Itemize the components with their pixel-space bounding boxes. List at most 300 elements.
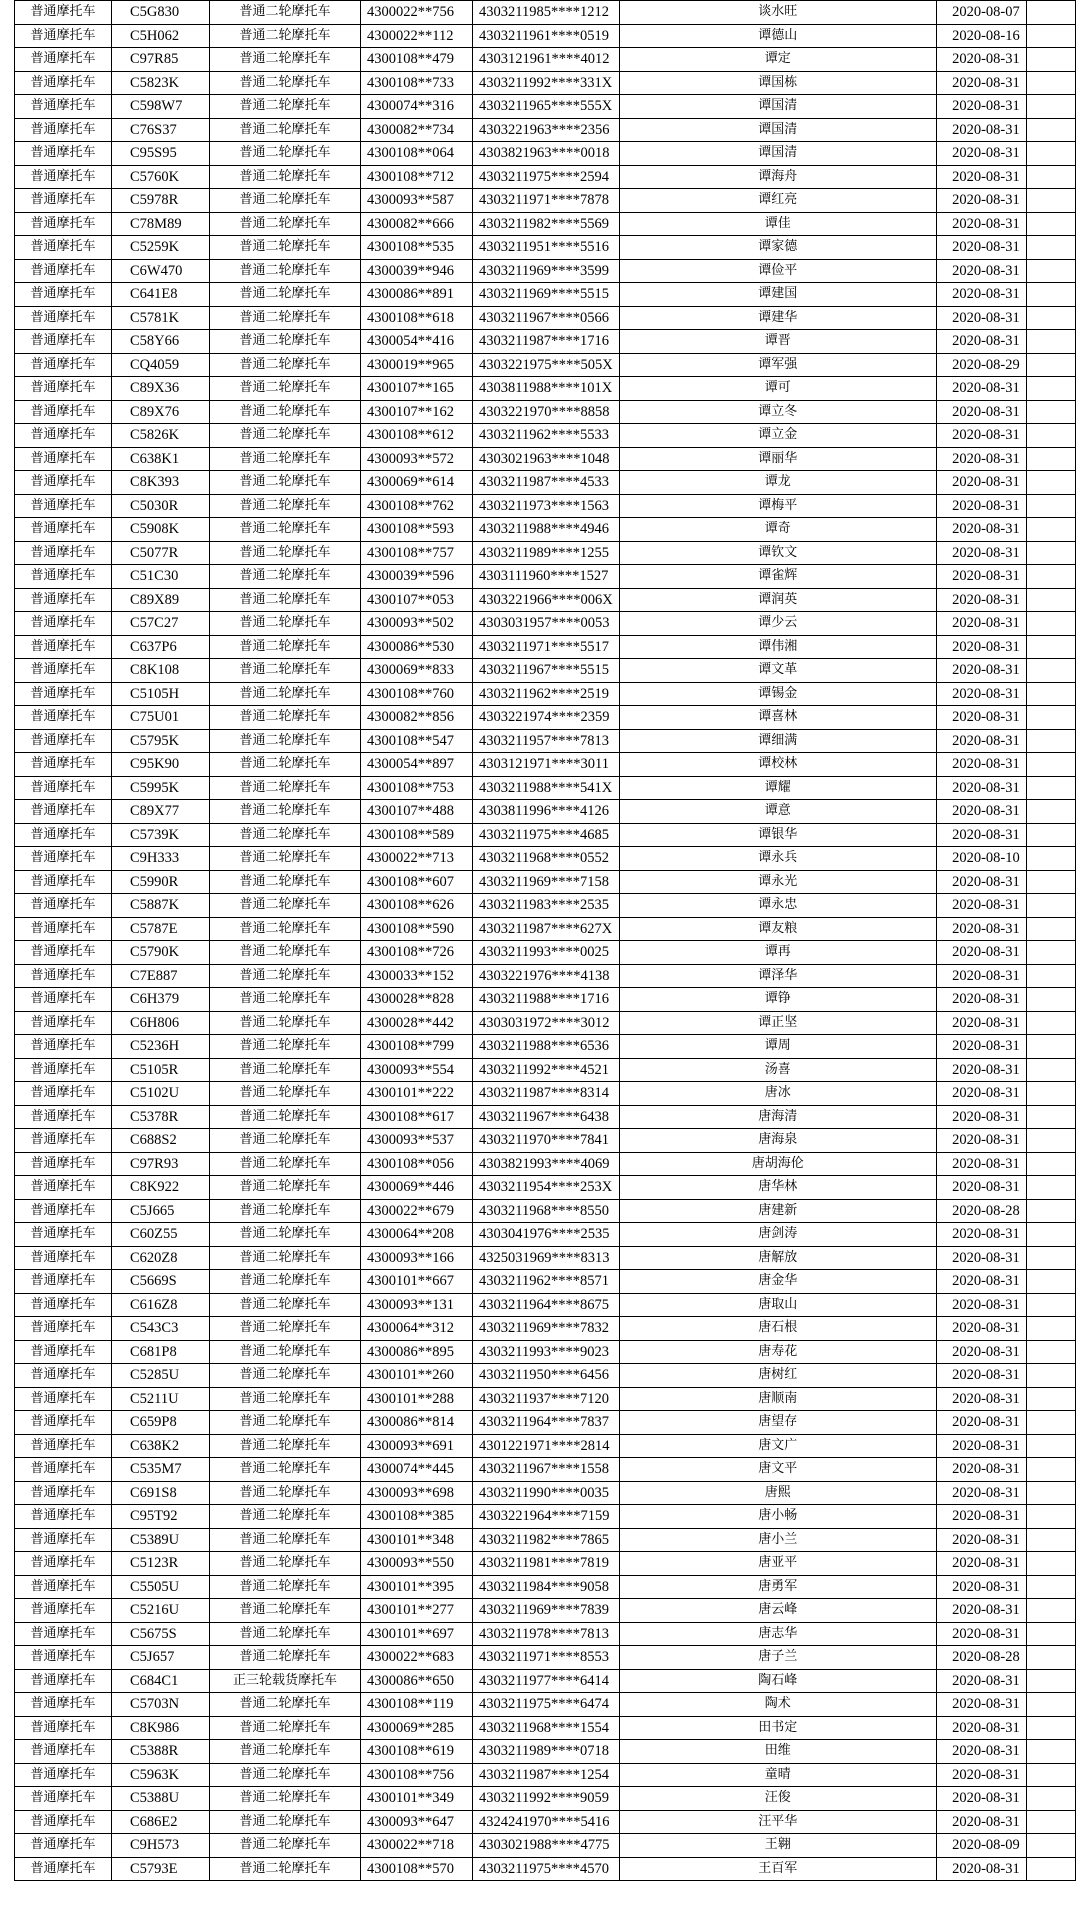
owner-name-cell: 谭德山: [619, 24, 936, 48]
category-cell: 普通摩托车: [15, 917, 112, 941]
table-row: [15, 1411, 1076, 1435]
license-number-cell: 4300086**895: [361, 1340, 473, 1364]
license-number-cell: 4300101**348: [361, 1528, 473, 1552]
vehicle-type-cell: 普通二轮摩托车: [210, 24, 361, 48]
license-number-cell: 4300108**799: [361, 1035, 473, 1059]
vehicle-type-cell: 普通二轮摩托车: [210, 776, 361, 800]
table-row: [15, 1176, 1076, 1200]
table-row: [15, 1387, 1076, 1411]
id-number-cell: 4303221964****7159: [473, 1505, 620, 1529]
category-cell: 普通摩托车: [15, 1364, 112, 1388]
category-cell: 普通摩托车: [15, 1105, 112, 1129]
vehicle-type-cell: 普通二轮摩托车: [210, 988, 361, 1012]
license-number-cell: 4300108**762: [361, 494, 473, 518]
plate-number-cell: C5105R: [112, 1058, 210, 1082]
category-cell: 普通摩托车: [15, 1763, 112, 1787]
date-cell: 2020-08-31: [936, 48, 1026, 72]
category-cell: 普通摩托车: [15, 353, 112, 377]
license-number-cell: 4300108**612: [361, 424, 473, 448]
id-number-cell: 4303211951****5516: [473, 236, 620, 260]
empty-cell: [1026, 1129, 1075, 1153]
license-number-cell: 4300074**316: [361, 95, 473, 119]
vehicle-type-cell: 普通二轮摩托车: [210, 682, 361, 706]
table-row: [15, 71, 1076, 95]
table-row: [15, 635, 1076, 659]
license-number-cell: 4300101**277: [361, 1599, 473, 1623]
vehicle-type-cell: 普通二轮摩托车: [210, 518, 361, 542]
empty-cell: [1026, 1693, 1075, 1717]
empty-cell: [1026, 1552, 1075, 1576]
owner-name-cell: 唐海清: [619, 1105, 936, 1129]
owner-name-cell: 谭少云: [619, 612, 936, 636]
owner-name-cell: 唐树红: [619, 1364, 936, 1388]
empty-cell: [1026, 1716, 1075, 1740]
owner-name-cell: 谭喜林: [619, 706, 936, 730]
vehicle-type-cell: 普通二轮摩托车: [210, 964, 361, 988]
date-cell: 2020-08-31: [936, 494, 1026, 518]
license-number-cell: 4300093**537: [361, 1129, 473, 1153]
id-number-cell: 4303221974****2359: [473, 706, 620, 730]
category-cell: 普通摩托车: [15, 1293, 112, 1317]
license-number-cell: 4300101**667: [361, 1270, 473, 1294]
table-row: [15, 1, 1076, 25]
table-row: [15, 1270, 1076, 1294]
category-cell: 普通摩托车: [15, 1434, 112, 1458]
owner-name-cell: 谭永兵: [619, 847, 936, 871]
vehicle-type-cell: 普通二轮摩托车: [210, 1528, 361, 1552]
empty-cell: [1026, 1199, 1075, 1223]
table-row: [15, 377, 1076, 401]
table-row: [15, 1011, 1076, 1035]
category-cell: 普通摩托车: [15, 306, 112, 330]
empty-cell: [1026, 1787, 1075, 1811]
table-row: [15, 776, 1076, 800]
plate-number-cell: C95S95: [112, 142, 210, 166]
category-cell: 普通摩托车: [15, 236, 112, 260]
empty-cell: [1026, 1293, 1075, 1317]
table-row: [15, 1481, 1076, 1505]
id-number-cell: 4325031969****8313: [473, 1246, 620, 1270]
id-number-cell: 4303211954****253X: [473, 1176, 620, 1200]
plate-number-cell: C9H573: [112, 1834, 210, 1858]
license-number-cell: 4300054**416: [361, 330, 473, 354]
category-cell: 普通摩托车: [15, 753, 112, 777]
owner-name-cell: 谭正坚: [619, 1011, 936, 1035]
date-cell: 2020-08-31: [936, 518, 1026, 542]
license-number-cell: 4300093**502: [361, 612, 473, 636]
vehicle-type-cell: 普通二轮摩托车: [210, 541, 361, 565]
vehicle-type-cell: 普通二轮摩托车: [210, 400, 361, 424]
category-cell: 普通摩托车: [15, 212, 112, 236]
license-number-cell: 4300101**288: [361, 1387, 473, 1411]
category-cell: 普通摩托车: [15, 1669, 112, 1693]
owner-name-cell: 谭龙: [619, 471, 936, 495]
id-number-cell: 4303211987****4533: [473, 471, 620, 495]
plate-number-cell: C5216U: [112, 1599, 210, 1623]
id-number-cell: 4303211971****7878: [473, 189, 620, 213]
id-number-cell: 4303211975****2594: [473, 165, 620, 189]
id-number-cell: 4303211984****9058: [473, 1575, 620, 1599]
date-cell: 2020-08-31: [936, 941, 1026, 965]
id-number-cell: 4303821993****4069: [473, 1152, 620, 1176]
license-number-cell: 4300028**442: [361, 1011, 473, 1035]
vehicle-type-cell: 普通二轮摩托车: [210, 1481, 361, 1505]
plate-number-cell: C5675S: [112, 1622, 210, 1646]
owner-name-cell: 唐取山: [619, 1293, 936, 1317]
owner-name-cell: 陶术: [619, 1693, 936, 1717]
empty-cell: [1026, 1481, 1075, 1505]
id-number-cell: 4303211987****1254: [473, 1763, 620, 1787]
table-row: [15, 400, 1076, 424]
category-cell: 普通摩托车: [15, 165, 112, 189]
category-cell: 普通摩托车: [15, 71, 112, 95]
owner-name-cell: 谭可: [619, 377, 936, 401]
plate-number-cell: C57C27: [112, 612, 210, 636]
vehicle-type-cell: 普通二轮摩托车: [210, 1857, 361, 1881]
date-cell: 2020-08-31: [936, 1622, 1026, 1646]
owner-name-cell: 唐顺南: [619, 1387, 936, 1411]
vehicle-type-cell: 普通二轮摩托车: [210, 706, 361, 730]
category-cell: 普通摩托车: [15, 518, 112, 542]
date-cell: 2020-08-31: [936, 447, 1026, 471]
date-cell: 2020-08-31: [936, 612, 1026, 636]
vehicle-type-cell: 普通二轮摩托车: [210, 1552, 361, 1576]
vehicle-type-cell: 普通二轮摩托车: [210, 1293, 361, 1317]
category-cell: 普通摩托车: [15, 447, 112, 471]
id-number-cell: 4303211992****4521: [473, 1058, 620, 1082]
table-row: [15, 1058, 1076, 1082]
date-cell: 2020-08-31: [936, 1223, 1026, 1247]
date-cell: 2020-08-31: [936, 471, 1026, 495]
id-number-cell: 4303211987****627X: [473, 917, 620, 941]
table-row: [15, 1035, 1076, 1059]
owner-name-cell: 田书定: [619, 1716, 936, 1740]
category-cell: 普通摩托车: [15, 1176, 112, 1200]
id-number-cell: 4303031972****3012: [473, 1011, 620, 1035]
vehicle-type-cell: 普通二轮摩托车: [210, 1505, 361, 1529]
vehicle-type-cell: 普通二轮摩托车: [210, 1082, 361, 1106]
vehicle-type-cell: 普通二轮摩托车: [210, 1434, 361, 1458]
id-number-cell: 4303211962****2519: [473, 682, 620, 706]
license-number-cell: 4300108**385: [361, 1505, 473, 1529]
plate-number-cell: C97R85: [112, 48, 210, 72]
category-cell: 普通摩托车: [15, 1387, 112, 1411]
id-number-cell: 4303211977****6414: [473, 1669, 620, 1693]
license-number-cell: 4300108**535: [361, 236, 473, 260]
empty-cell: [1026, 95, 1075, 119]
plate-number-cell: C5030R: [112, 494, 210, 518]
date-cell: 2020-08-31: [936, 588, 1026, 612]
license-number-cell: 4300108**064: [361, 142, 473, 166]
category-cell: 普通摩托车: [15, 1528, 112, 1552]
table-row: [15, 565, 1076, 589]
owner-name-cell: 谈水旺: [619, 1, 936, 25]
plate-number-cell: C684C1: [112, 1669, 210, 1693]
vehicle-type-cell: 普通二轮摩托车: [210, 823, 361, 847]
vehicle-type-cell: 普通二轮摩托车: [210, 1364, 361, 1388]
plate-number-cell: C5236H: [112, 1035, 210, 1059]
date-cell: 2020-08-31: [936, 1434, 1026, 1458]
plate-number-cell: C5787E: [112, 917, 210, 941]
license-number-cell: 4300093**166: [361, 1246, 473, 1270]
plate-number-cell: CQ4059: [112, 353, 210, 377]
vehicle-type-cell: 普通二轮摩托车: [210, 494, 361, 518]
table-body: [15, 1, 1076, 1881]
plate-number-cell: C9H333: [112, 847, 210, 871]
owner-name-cell: 谭文革: [619, 659, 936, 683]
id-number-cell: 4303811988****101X: [473, 377, 620, 401]
vehicle-type-cell: 普通二轮摩托车: [210, 1387, 361, 1411]
license-number-cell: 4300086**814: [361, 1411, 473, 1435]
plate-number-cell: C89X76: [112, 400, 210, 424]
date-cell: 2020-08-07: [936, 1, 1026, 25]
vehicle-type-cell: 普通二轮摩托车: [210, 1270, 361, 1294]
owner-name-cell: 谭国清: [619, 95, 936, 119]
date-cell: 2020-08-31: [936, 1787, 1026, 1811]
plate-number-cell: C5963K: [112, 1763, 210, 1787]
plate-number-cell: C78M89: [112, 212, 210, 236]
id-number-cell: 4303211969****3599: [473, 259, 620, 283]
id-number-cell: 4303211969****7158: [473, 870, 620, 894]
empty-cell: [1026, 1411, 1075, 1435]
owner-name-cell: 谭红亮: [619, 189, 936, 213]
table-row: [15, 1458, 1076, 1482]
date-cell: 2020-08-31: [936, 917, 1026, 941]
empty-cell: [1026, 1763, 1075, 1787]
vehicle-type-cell: 普通二轮摩托车: [210, 1411, 361, 1435]
category-cell: 普通摩托车: [15, 941, 112, 965]
license-number-cell: 4300074**445: [361, 1458, 473, 1482]
date-cell: 2020-08-31: [936, 1669, 1026, 1693]
license-number-cell: 4300107**162: [361, 400, 473, 424]
category-cell: 普通摩托车: [15, 588, 112, 612]
empty-cell: [1026, 1528, 1075, 1552]
license-number-cell: 4300082**856: [361, 706, 473, 730]
vehicle-type-cell: 普通二轮摩托车: [210, 1716, 361, 1740]
plate-number-cell: C5739K: [112, 823, 210, 847]
id-number-cell: 4303211989****1255: [473, 541, 620, 565]
empty-cell: [1026, 706, 1075, 730]
plate-number-cell: C5978R: [112, 189, 210, 213]
id-number-cell: 4303031957****0053: [473, 612, 620, 636]
empty-cell: [1026, 682, 1075, 706]
id-number-cell: 4303211993****0025: [473, 941, 620, 965]
vehicle-type-cell: 普通二轮摩托车: [210, 753, 361, 777]
vehicle-type-cell: 普通二轮摩托车: [210, 1129, 361, 1153]
date-cell: 2020-08-31: [936, 659, 1026, 683]
category-cell: 普通摩托车: [15, 776, 112, 800]
license-number-cell: 4300108**618: [361, 306, 473, 330]
empty-cell: [1026, 353, 1075, 377]
empty-cell: [1026, 1317, 1075, 1341]
owner-name-cell: 谭意: [619, 800, 936, 824]
license-number-cell: 4300039**596: [361, 565, 473, 589]
empty-cell: [1026, 165, 1075, 189]
vehicle-type-cell: 普通二轮摩托车: [210, 1810, 361, 1834]
id-number-cell: 4303221976****4138: [473, 964, 620, 988]
date-cell: 2020-08-31: [936, 1810, 1026, 1834]
plate-number-cell: C5790K: [112, 941, 210, 965]
license-number-cell: 4300093**550: [361, 1552, 473, 1576]
plate-number-cell: C616Z8: [112, 1293, 210, 1317]
empty-cell: [1026, 494, 1075, 518]
date-cell: 2020-08-31: [936, 1716, 1026, 1740]
id-number-cell: 4303211981****7819: [473, 1552, 620, 1576]
date-cell: 2020-08-31: [936, 1105, 1026, 1129]
owner-name-cell: 谭铮: [619, 988, 936, 1012]
license-number-cell: 4300039**946: [361, 259, 473, 283]
empty-cell: [1026, 1505, 1075, 1529]
plate-number-cell: C5123R: [112, 1552, 210, 1576]
empty-cell: [1026, 1105, 1075, 1129]
plate-number-cell: C5388U: [112, 1787, 210, 1811]
owner-name-cell: 谭奇: [619, 518, 936, 542]
owner-name-cell: 谭建国: [619, 283, 936, 307]
id-number-cell: 4303211969****7832: [473, 1317, 620, 1341]
date-cell: 2020-08-31: [936, 1176, 1026, 1200]
vehicle-type-cell: 普通二轮摩托车: [210, 635, 361, 659]
table-row: [15, 541, 1076, 565]
license-number-cell: 4300108**626: [361, 894, 473, 918]
empty-cell: [1026, 189, 1075, 213]
vehicle-type-cell: 普通二轮摩托车: [210, 71, 361, 95]
date-cell: 2020-08-31: [936, 800, 1026, 824]
vehicle-type-cell: 普通二轮摩托车: [210, 424, 361, 448]
category-cell: 普通摩托车: [15, 964, 112, 988]
date-cell: 2020-08-31: [936, 753, 1026, 777]
license-number-cell: 4300022**756: [361, 1, 473, 25]
category-cell: 普通摩托车: [15, 48, 112, 72]
license-number-cell: 4300101**222: [361, 1082, 473, 1106]
plate-number-cell: C5908K: [112, 518, 210, 542]
license-number-cell: 4300093**587: [361, 189, 473, 213]
vehicle-type-cell: 普通二轮摩托车: [210, 236, 361, 260]
table-row: [15, 1317, 1076, 1341]
table-row: [15, 917, 1076, 941]
id-number-cell: 4303211988****4946: [473, 518, 620, 542]
owner-name-cell: 谭伟湘: [619, 635, 936, 659]
owner-name-cell: 汪俊: [619, 1787, 936, 1811]
owner-name-cell: 谭家德: [619, 236, 936, 260]
empty-cell: [1026, 894, 1075, 918]
empty-cell: [1026, 635, 1075, 659]
category-cell: 普通摩托车: [15, 612, 112, 636]
empty-cell: [1026, 1364, 1075, 1388]
license-number-cell: 4300108**607: [361, 870, 473, 894]
empty-cell: [1026, 1434, 1075, 1458]
vehicle-type-cell: 普通二轮摩托车: [210, 870, 361, 894]
empty-cell: [1026, 988, 1075, 1012]
empty-cell: [1026, 1646, 1075, 1670]
plate-number-cell: C637P6: [112, 635, 210, 659]
table-row: [15, 1622, 1076, 1646]
empty-cell: [1026, 776, 1075, 800]
owner-name-cell: 唐石根: [619, 1317, 936, 1341]
table-row: [15, 1646, 1076, 1670]
empty-cell: [1026, 1246, 1075, 1270]
category-cell: 普通摩托车: [15, 1622, 112, 1646]
owner-name-cell: 唐冰: [619, 1082, 936, 1106]
plate-number-cell: C659P8: [112, 1411, 210, 1435]
vehicle-type-cell: 普通二轮摩托车: [210, 941, 361, 965]
table-row: [15, 588, 1076, 612]
category-cell: 普通摩托车: [15, 635, 112, 659]
plate-number-cell: C5285U: [112, 1364, 210, 1388]
owner-name-cell: 谭再: [619, 941, 936, 965]
vehicle-type-cell: 普通二轮摩托车: [210, 283, 361, 307]
id-number-cell: 4303221966****006X: [473, 588, 620, 612]
vehicle-type-cell: 普通二轮摩托车: [210, 1458, 361, 1482]
date-cell: 2020-08-31: [936, 1693, 1026, 1717]
vehicle-type-cell: 普通二轮摩托车: [210, 1787, 361, 1811]
plate-number-cell: C5H062: [112, 24, 210, 48]
date-cell: 2020-08-31: [936, 306, 1026, 330]
license-number-cell: 4300108**590: [361, 917, 473, 941]
empty-cell: [1026, 870, 1075, 894]
table-row: [15, 964, 1076, 988]
category-cell: 普通摩托车: [15, 377, 112, 401]
table-row: [15, 1293, 1076, 1317]
category-cell: 普通摩托车: [15, 1646, 112, 1670]
plate-number-cell: C5669S: [112, 1270, 210, 1294]
vehicle-type-cell: 普通二轮摩托车: [210, 1011, 361, 1035]
id-number-cell: 4303211967****5515: [473, 659, 620, 683]
table-row: [15, 1552, 1076, 1576]
plate-number-cell: C8K393: [112, 471, 210, 495]
empty-cell: [1026, 659, 1075, 683]
category-cell: 普通摩托车: [15, 189, 112, 213]
category-cell: 普通摩托车: [15, 823, 112, 847]
plate-number-cell: C75U01: [112, 706, 210, 730]
table-row: [15, 306, 1076, 330]
category-cell: 普通摩托车: [15, 988, 112, 1012]
id-number-cell: 4324241970****5416: [473, 1810, 620, 1834]
license-number-cell: 4300107**488: [361, 800, 473, 824]
category-cell: 普通摩托车: [15, 1599, 112, 1623]
empty-cell: [1026, 1340, 1075, 1364]
vehicle-type-cell: 普通二轮摩托车: [210, 1105, 361, 1129]
owner-name-cell: 谭永光: [619, 870, 936, 894]
table-row: [15, 24, 1076, 48]
vehicle-type-cell: 普通二轮摩托车: [210, 729, 361, 753]
table-row: [15, 988, 1076, 1012]
category-cell: 普通摩托车: [15, 706, 112, 730]
plate-number-cell: C89X89: [112, 588, 210, 612]
id-number-cell: 4303211982****7865: [473, 1528, 620, 1552]
plate-number-cell: C5505U: [112, 1575, 210, 1599]
id-number-cell: 4303211957****7813: [473, 729, 620, 753]
category-cell: 普通摩托车: [15, 259, 112, 283]
license-number-cell: 4300108**056: [361, 1152, 473, 1176]
date-cell: 2020-08-31: [936, 682, 1026, 706]
category-cell: 普通摩托车: [15, 1, 112, 25]
category-cell: 普通摩托车: [15, 1505, 112, 1529]
table-row: [15, 659, 1076, 683]
license-number-cell: 4300108**479: [361, 48, 473, 72]
date-cell: 2020-08-31: [936, 1857, 1026, 1881]
owner-name-cell: 谭雀辉: [619, 565, 936, 589]
vehicle-type-cell: 普通二轮摩托车: [210, 1646, 361, 1670]
table-row: [15, 729, 1076, 753]
category-cell: 普通摩托车: [15, 1223, 112, 1247]
table-row: [15, 1669, 1076, 1693]
vehicle-type-cell: 正三轮载货摩托车: [210, 1669, 361, 1693]
license-number-cell: 4300086**650: [361, 1669, 473, 1693]
id-number-cell: 4303211965****555X: [473, 95, 620, 119]
category-cell: 普通摩托车: [15, 870, 112, 894]
owner-name-cell: 唐文平: [619, 1458, 936, 1482]
id-number-cell: 4303211962****5533: [473, 424, 620, 448]
